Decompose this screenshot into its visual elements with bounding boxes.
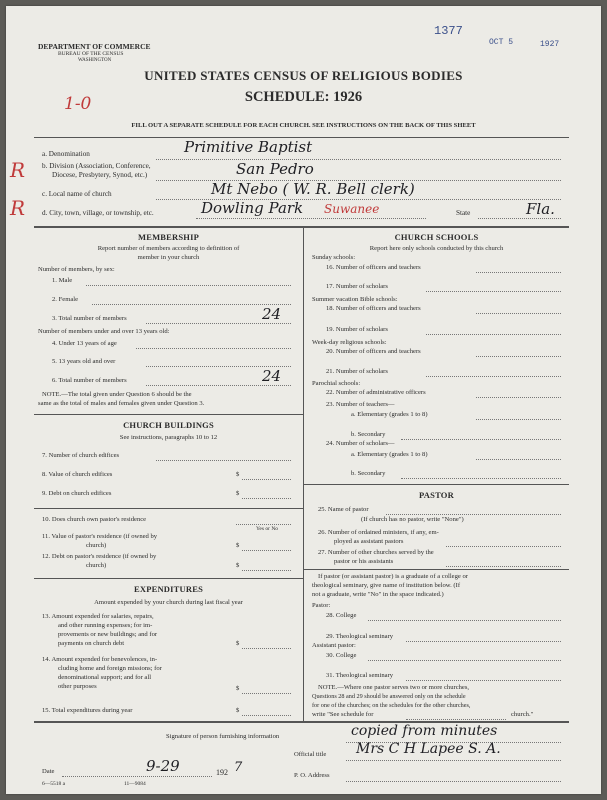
q2-female: 2. Female [52, 296, 79, 303]
q10-residence: 10. Does church own pastor's residence [42, 516, 147, 523]
dept-label: DEPARTMENT OF COMMERCE [38, 42, 151, 51]
pastor-title: PASTOR [419, 490, 454, 500]
form-title: UNITED STATES CENSUS OF RELIGIOUS BODIES [144, 68, 463, 83]
q12-debt: 12. Debt on pastor's residence (if owned by [42, 553, 157, 560]
q17: 17. Number of scholars [326, 283, 388, 290]
q11-dollar: $ [236, 542, 240, 549]
bureau-label: BUREAU OF THE CENSUS [58, 51, 124, 57]
date-label: Date [42, 768, 55, 775]
q27: 27. Number of other churches served by the [318, 549, 434, 556]
q27-line2: pastor or his assistants [334, 558, 394, 565]
city-label: WASHINGTON [78, 58, 112, 63]
q24a: a. Elementary (grades 1 to 8) [351, 451, 428, 458]
buildings-sub: See instructions, paragraphs 10 to 12 [119, 434, 218, 441]
q26: 26. Number of ordained ministers, if any, em- [318, 529, 439, 536]
schools-title: CHURCH SCHOOLS [394, 232, 479, 242]
q12-dollar: $ [236, 562, 240, 569]
expenditures-title: EXPENDITURES [134, 584, 203, 594]
q8-value: 8. Value of church edifices [42, 471, 113, 478]
q11-church: church) [86, 542, 107, 549]
q5-over13: 5. 13 years old and over [52, 358, 116, 365]
q13-line4: payments on church debt [58, 640, 125, 647]
instructions: FILL OUT A SEPARATE SCHEDULE FOR EACH CHURCH. SEE INSTRUCTIONS ON THE BACK OF THIS SHEET [131, 122, 476, 129]
q9-debt: 9. Debt on church edifices [42, 490, 112, 497]
schedule-title: SCHEDULE: 1926 [244, 89, 363, 105]
q13-dollar: $ [236, 640, 240, 647]
q16: 16. Number of officers and teachers [326, 264, 421, 271]
denomination-value: Primitive Baptist [184, 138, 313, 156]
official-title-label: Official title [294, 751, 327, 758]
stamp-date: OCT 5 [489, 38, 514, 47]
pastor-note-5: church." [511, 711, 534, 718]
q13-line3: provements or new buildings; and for [58, 631, 158, 638]
q8-dollar: $ [236, 471, 240, 478]
margin-mark-1: R [10, 158, 26, 182]
q24: 24. Number of scholars— [326, 440, 395, 447]
expenditures-sub: Amount expended by your church during last fiscal year [94, 599, 243, 606]
q29: 29. Theological seminary [326, 633, 394, 640]
church-name-value: Mt Nebo ( W. R. Bell clerk) [211, 180, 415, 198]
pastor-note: NOTE.—Where one pastor serves two or more churches, [318, 684, 470, 691]
q3-total: 3. Total number of members [52, 315, 127, 322]
q6-value: 24 [262, 367, 282, 385]
pastor-note-3: for one of the churches; on the schedules for the other churches, [312, 702, 471, 709]
q9-dollar: $ [236, 490, 240, 497]
date-value: 9-29 [146, 757, 180, 775]
pastor-label: Pastor: [312, 602, 331, 609]
county-value: Suwanee [324, 202, 380, 216]
state-value: Fla. [526, 200, 555, 218]
pastor-note-2: Questions 28 and 29 should be answered only on the schedule [312, 693, 466, 700]
q23b: b. Secondary [351, 431, 386, 438]
q20: 20. Number of officers and teachers [326, 348, 421, 355]
church-name-label: c. Local name of church [42, 190, 112, 198]
signature-label: Signature of person furnishing information [166, 733, 280, 740]
division-value: San Pedro [236, 160, 314, 178]
summer-label: Summer vacation Bible schools: [312, 296, 398, 303]
by-sex-label: Number of members, by sex: [38, 266, 115, 273]
date-year-printed: 192 [216, 768, 228, 777]
q19: 19. Number of scholars [326, 326, 388, 333]
q1-male: 1. Male [52, 277, 73, 284]
assistant-label: Assistant pastor: [312, 642, 356, 649]
q30: 30. College [326, 652, 357, 659]
census-form [6, 6, 601, 794]
city-value: Dowling Park [201, 199, 304, 217]
grad-note-2: theological seminary, give name of institution below. (If [312, 582, 461, 589]
weekday-label: Week-day religious schools: [312, 339, 387, 346]
date-year-written: 7 [234, 760, 243, 775]
q23: 23. Number of teachers— [326, 401, 395, 408]
q14-line4: other purposes [58, 683, 97, 690]
q13-line2: and other running expenses; for im- [58, 622, 153, 629]
q11-value: 11. Value of pastor's residence (if owned by [42, 533, 158, 540]
sunday-label: Sunday schools: [312, 254, 356, 261]
q15-dollar: $ [236, 707, 240, 714]
red-mark: 1-0 [64, 94, 92, 114]
pastor-note-4: write "See schedule for [312, 711, 374, 718]
po-address-label: P. O. Address [294, 772, 330, 779]
membership-sub: Report number of members according to definition of [97, 245, 240, 252]
q25: 25. Name of pastor [318, 506, 369, 513]
q4-under13: 4. Under 13 years of age [52, 340, 117, 347]
q3-value: 24 [262, 305, 282, 323]
q6-total: 6. Total number of members [52, 377, 127, 384]
q24b: b. Secondary [351, 470, 386, 477]
buildings-title: CHURCH BUILDINGS [123, 420, 214, 430]
stamp-year: 1927 [540, 40, 560, 49]
membership-note: NOTE.—The total given under Question 6 should be the [42, 391, 192, 398]
grad-note: If pastor (or assistant pastor) is a graduate of a college or [318, 573, 468, 580]
schools-sub: Report here only schools conducted by this church [369, 245, 504, 252]
official-title-value: Mrs C H Lapee S. A. [356, 741, 501, 757]
q14-dollar: $ [236, 685, 240, 692]
q31: 31. Theological seminary [326, 672, 394, 679]
q21: 21. Number of scholars [326, 368, 388, 375]
print-number: 11—9084 [124, 781, 146, 787]
q23a: a. Elementary (grades 1 to 8) [351, 411, 428, 418]
membership-title: MEMBERSHIP [137, 232, 200, 242]
city-label-d: d. City, town, village, or township, etc. [42, 209, 154, 217]
q12-church: church) [86, 562, 107, 569]
q7-edifices: 7. Number of church edifices [42, 452, 120, 459]
q25-note: (If church has no pastor, write "None") [361, 516, 464, 523]
q15-total: 15. Total expenditures during year [42, 707, 133, 714]
state-label: State [456, 209, 471, 217]
q14-line3: denominational support; and for all [58, 674, 152, 681]
form-number: 6—5518 a [42, 781, 66, 787]
q18: 18. Number of officers and teachers [326, 305, 421, 312]
q13-line1: 13. Amount expended for salaries, repairs, [42, 613, 154, 620]
membership-sub-2: member in your church [137, 254, 200, 261]
parochial-label: Parochial schools: [312, 380, 361, 387]
q14-line2: cluding home and foreign missions; for [58, 665, 162, 672]
q22: 22. Number of administrative officers [326, 389, 426, 396]
denomination-label: a. Denomination [42, 150, 90, 158]
division-label: b. Division (Association, Conference, [42, 162, 151, 170]
q14-line1: 14. Amount expended for benevolences, in- [42, 656, 158, 663]
margin-mark-2: R [10, 196, 26, 220]
stamp-number: 1377 [434, 24, 463, 38]
division-label-2: Diocese, Presbytery, Synod, etc.) [52, 171, 148, 179]
signature-value: copied from minutes [351, 723, 498, 739]
age-label: Number of members under and over 13 years old: [38, 328, 170, 335]
yes-no-label: Yes or No [256, 526, 279, 532]
q26-line2: ployed as assistant pastors [334, 538, 404, 545]
q28: 28. College [326, 612, 357, 619]
grad-note-3: not a graduate, write "No" in the space indicated.) [312, 591, 444, 598]
membership-note-2: same as the total of males and females given under Question 3. [38, 400, 205, 407]
